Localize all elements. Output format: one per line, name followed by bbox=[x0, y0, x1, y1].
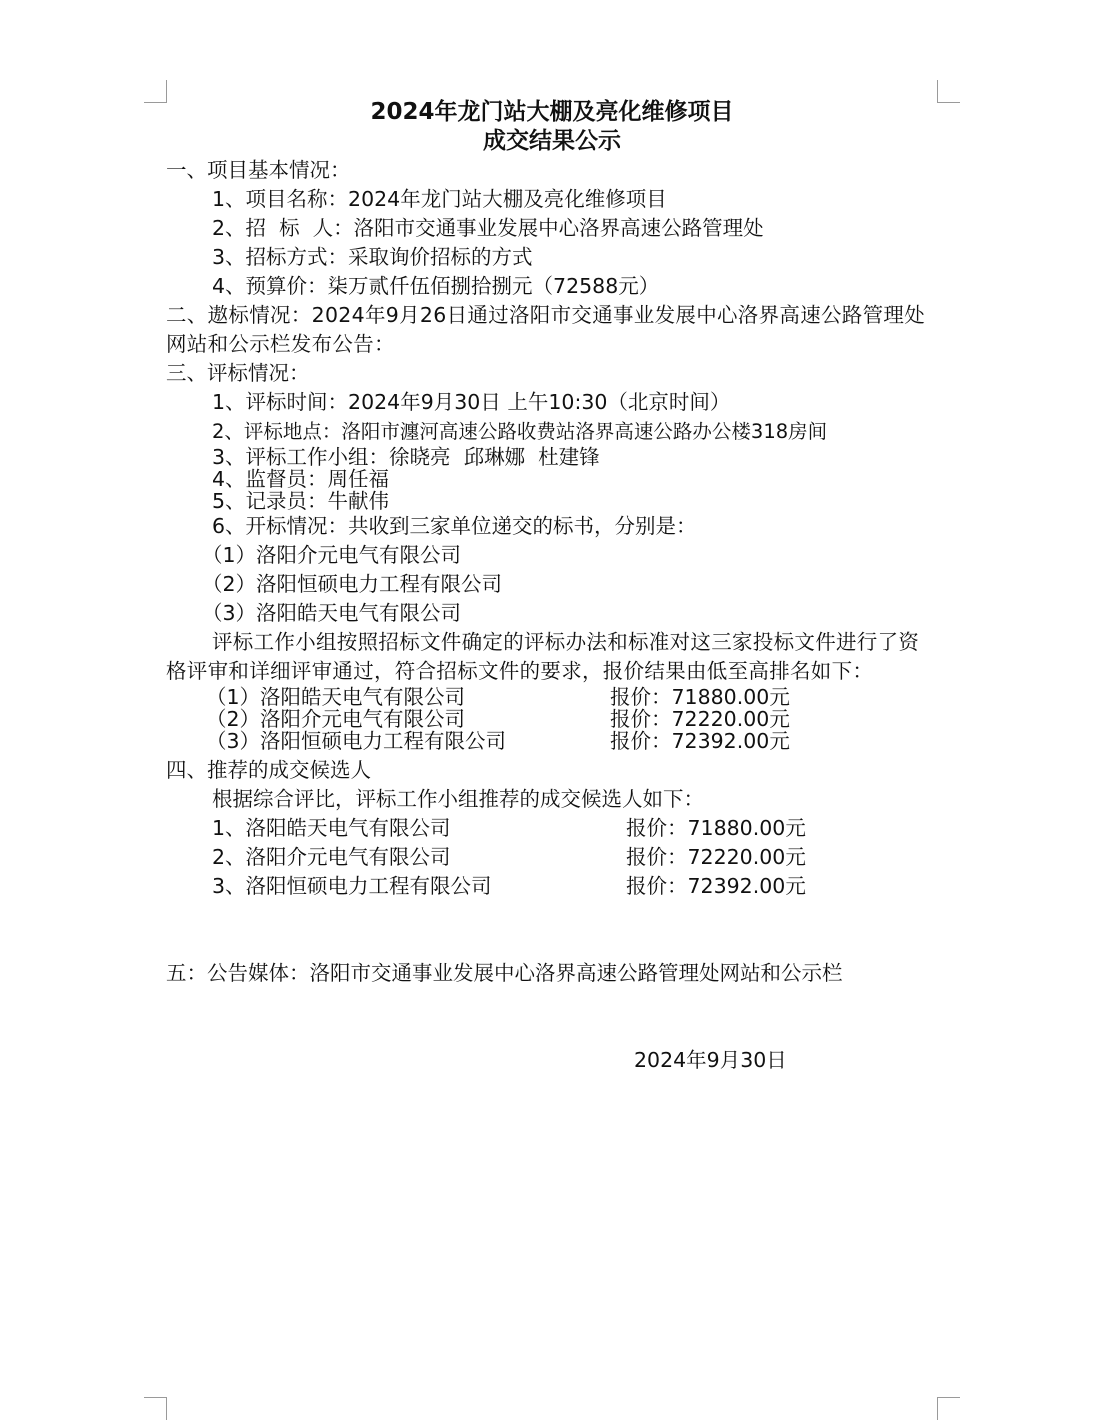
spacer bbox=[166, 988, 938, 1046]
section-1-item: 2、招 标 人：洛阳市交通事业发展中心洛界高速公路管理处 bbox=[212, 216, 764, 240]
candidate-company: 2、洛阳介元电气有限公司 bbox=[212, 845, 451, 869]
section-3-item: 4、监督员：周任福 bbox=[212, 467, 390, 491]
ranking-company: （3）洛阳恒硕电力工程有限公司 bbox=[206, 729, 507, 753]
crop-mark-bottom-left bbox=[144, 1397, 167, 1420]
bidder-item: （1）洛阳介元电气有限公司 bbox=[202, 543, 462, 567]
crop-mark-top-right bbox=[937, 80, 960, 103]
section-3-item: 5、记录员：牛献伟 bbox=[212, 489, 390, 513]
candidate-row bbox=[166, 872, 938, 901]
candidate-price: 报价：71880.00元 bbox=[626, 816, 806, 840]
ranking-price: 报价：72392.00元 bbox=[610, 729, 790, 753]
ranking-row bbox=[166, 686, 938, 708]
section-2-text: 二、遨标情况：2024年9月26日通过洛阳市交通事业发展中心洛界高速公路管理处网站和公示栏发布公告： bbox=[166, 303, 925, 356]
candidate-company: 3、洛阳恒硕电力工程有限公司 bbox=[212, 874, 492, 898]
crop-mark-bottom-right bbox=[937, 1397, 960, 1420]
section-3-item: 2、评标地点：洛阳市瀍河高速公路收费站洛界高速公路办公楼318房间 bbox=[212, 420, 828, 443]
section-4-intro: 根据综合评比，评标工作小组推荐的成交候选人如下： bbox=[212, 787, 704, 811]
candidate-company: 1、洛阳皓天电气有限公司 bbox=[212, 816, 451, 840]
candidate-row bbox=[166, 814, 938, 843]
ranking-row bbox=[166, 730, 938, 752]
document-title bbox=[166, 98, 938, 156]
evaluation-paragraph: 评标工作小组按照招标文件确定的评标办法和标准对这三家投标文件进行了资格评审和详细评审通过，符合招标文件的要求，报价结果由低至高排名如下： bbox=[166, 630, 920, 683]
section-3-heading: 三、评标情况： bbox=[166, 361, 310, 385]
ranking-company: （2）洛阳介元电气有限公司 bbox=[206, 707, 466, 731]
spacer bbox=[166, 901, 938, 959]
section-5-text: 五：公告媒体：洛阳市交通事业发展中心洛界高速公路管理处网站和公示栏 bbox=[166, 961, 843, 985]
section-3-item: 6、开标情况：共收到三家单位递交的标书，分别是： bbox=[212, 514, 697, 538]
section-4-heading: 四、推荐的成交候选人 bbox=[166, 758, 371, 782]
section-1-item: 1、项目名称：2024年龙门站大棚及亮化维修项目 bbox=[212, 187, 667, 211]
candidate-price: 报价：72392.00元 bbox=[626, 874, 806, 898]
bidder-item: （3）洛阳皓天电气有限公司 bbox=[202, 601, 462, 625]
title-line-1: 2024年龙门站大棚及亮化维修项目 bbox=[370, 99, 734, 125]
crop-mark-top-left bbox=[144, 80, 167, 103]
document-date: 2024年9月30日 bbox=[634, 1048, 787, 1072]
bidder-item: （2）洛阳恒硕电力工程有限公司 bbox=[202, 572, 503, 596]
candidate-price: 报价：72220.00元 bbox=[626, 845, 806, 869]
section-1-heading: 一、项目基本情况： bbox=[166, 158, 351, 182]
section-3-item: 1、评标时间：2024年9月30日 上午10:30（北京时间） bbox=[212, 390, 731, 414]
ranking-row bbox=[166, 708, 938, 730]
candidate-row bbox=[166, 843, 938, 872]
document-page bbox=[166, 98, 938, 1075]
ranking-price: 报价：72220.00元 bbox=[610, 707, 790, 731]
ranking-company: （1）洛阳皓天电气有限公司 bbox=[206, 685, 466, 709]
section-3-item: 3、评标工作小组：徐晓亮 邱琳娜 杜建锋 bbox=[212, 445, 600, 469]
title-line-2: 成交结果公示 bbox=[483, 128, 621, 154]
section-1-item: 4、预算价：柒万贰仟伍佰捌拾捌元（72588元） bbox=[212, 274, 660, 298]
ranking-price: 报价：71880.00元 bbox=[610, 685, 790, 709]
section-1-item: 3、招标方式：采取询价招标的方式 bbox=[212, 245, 533, 269]
